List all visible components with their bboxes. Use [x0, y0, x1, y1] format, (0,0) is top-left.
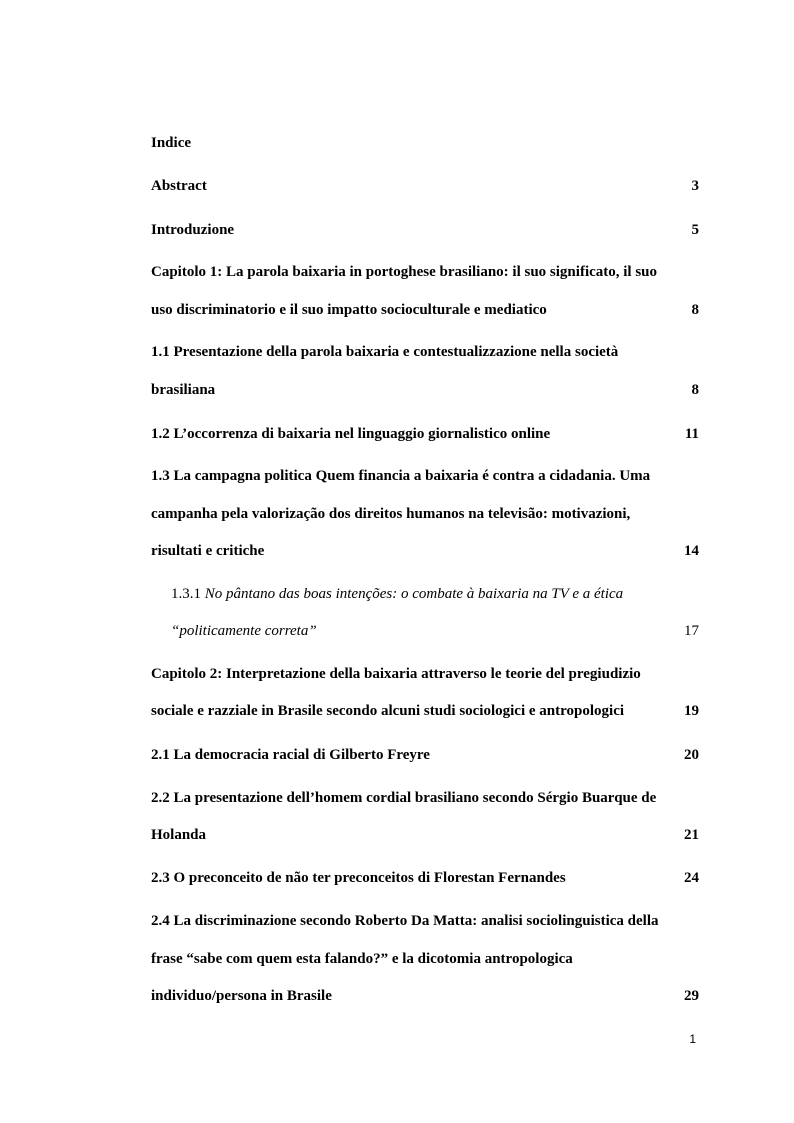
toc-entry-page: 24	[684, 870, 699, 886]
toc-entry-page: 17	[684, 623, 699, 639]
toc-entry-number: 1.3.1	[171, 586, 201, 602]
toc-entry-page: 19	[684, 703, 699, 719]
toc-entry-title: 1.1 Presentazione della parola baixaria e contestualizzazione nella società	[151, 344, 619, 360]
toc-entry-page: 20	[684, 747, 699, 763]
toc-entry-page: 8	[691, 382, 699, 398]
toc-entry-title: campanha pela valorização dos direitos humanos na televisão: motivazioni,	[151, 506, 631, 522]
toc-entry-title: Capitolo 2: Interpretazione della baixaria attraverso le teorie del pregiudizio	[151, 666, 641, 682]
toc-entry-title: risultati e critiche	[151, 543, 265, 559]
toc-entry-title: individuo/persona in Brasile	[151, 988, 332, 1004]
toc-entry-title: uso discriminatorio e il suo impatto socioculturale e mediatico	[151, 302, 547, 318]
toc-entry-title: sociale e razziale in Brasile secondo alcuni studi sociologici e antropologici	[151, 703, 625, 719]
toc-entry-page: 3	[691, 178, 699, 194]
toc-entry-title: 2.1 La democracia racial di Gilberto Freyre	[151, 747, 430, 763]
page-number: 1	[689, 1032, 696, 1046]
toc-entry-page: 11	[684, 426, 699, 442]
toc-entry-title: 2.4 La discriminazione secondo Roberto Da Matta: analisi sociolinguistica della	[151, 913, 659, 929]
toc-entry-page: 5	[691, 222, 699, 238]
toc-entry-page: 21	[684, 827, 699, 843]
toc-entry-title: 1.3 La campagna politica Quem financia a baixaria é contra a cidadania. Uma	[151, 468, 651, 484]
toc-entry-title: Abstract	[151, 178, 207, 194]
toc-entry-title: 2.3 O preconceito de não ter preconceitos di Florestan Fernandes	[151, 870, 566, 886]
toc-entry-title: No pântano das boas intenções: o combate à baixaria na TV e a ética	[204, 586, 624, 602]
toc-entry-title: 2.2 La presentazione dell’homem cordial brasiliano secondo Sérgio Buarque de	[151, 790, 657, 806]
toc-entry-title: 1.2 L’occorrenza di baixaria nel linguaggio giornalistico online	[151, 426, 551, 442]
toc-entry-title: Capitolo 1: La parola baixaria in portoghese brasiliano: il suo significato, il suo	[151, 264, 658, 280]
toc-entry-title: Introduzione	[151, 222, 235, 238]
toc-entry-title: frase “sabe com quem esta falando?” e la dicotomia antropologica	[151, 951, 573, 967]
document-page: Indice Abstract 3 Introduzione 5 Capitolo 1: La parola baixaria in portoghese brasiliano: il suo significato, il suo uso discriminatorio e il suo impatto socioculturale e mediatico 8 1.1 Presentazione della parola baixaria e contestualizzazione nella società brasiliana 8 1.2 L’occorrenza di baixaria nel linguaggio giornalistico online 11 1.3 La campagna politica Quem financia a baixaria é contra a cidadania. Uma campanha pela valorização dos direitos humanos na televisão: motivazioni, risultati e critiche 14 1.3.1 No pântano das boas intenções: o combate à baixaria na TV e a ética “politicamente correta” 17 Capitolo 2: Interpretazione della baixaria attraverso le teorie del pregiudizio sociale e razziale in Brasile secondo alcuni studi sociologici e antropologici 19 2.1 La democracia racial di Gilberto Freyre 20 2.2 La presentazione dell’homem cordial brasiliano secondo Sérgio Buarque de Holanda 21 2.3 O preconceito de não ter preconceitos di Florestan Fernandes 24 2.4 La discriminazione secondo Roberto Da Matta: analisi sociolinguistica della frase “sabe com quem esta falando?” e la dicotomia antropologica individuo/persona in Brasile 29 1	[151, 135, 699, 1046]
toc-entry-title: “politicamente correta”	[171, 623, 317, 639]
toc-entry-page: 29	[684, 988, 699, 1004]
toc-entry-page: 14	[684, 543, 699, 559]
toc-entry-title: brasiliana	[151, 382, 216, 398]
toc-entry-title: Holanda	[151, 827, 207, 843]
toc-entry-page: 8	[691, 302, 699, 318]
